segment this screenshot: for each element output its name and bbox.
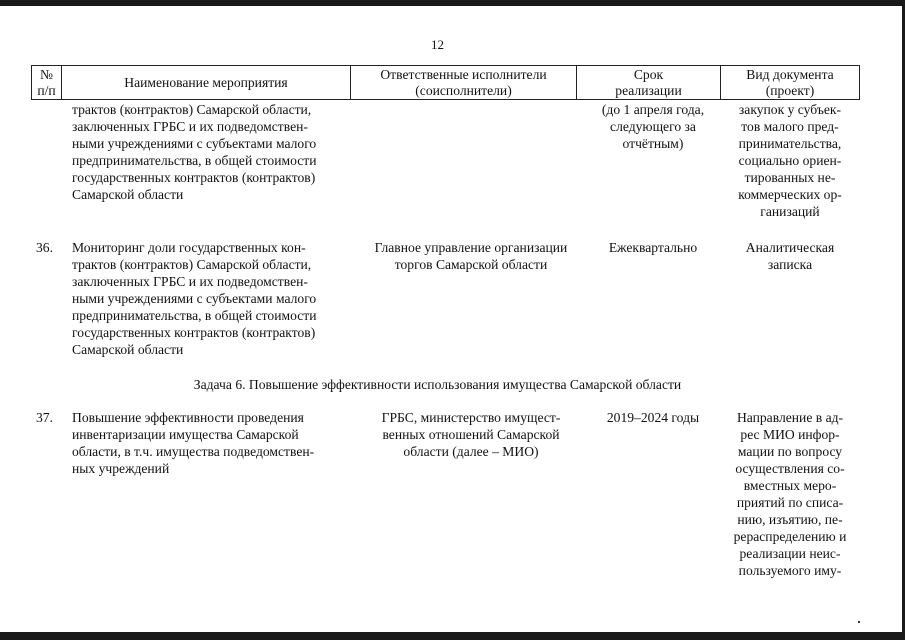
row-36-term: Ежеквартально — [608, 240, 698, 255]
text-line: Повышение эффективности проведения — [72, 410, 304, 425]
text-line: предпринимательства, в общей стоимости — [72, 308, 317, 323]
header-exec-line: (соисполнители) — [415, 82, 512, 98]
row-36-executors — [356, 239, 586, 273]
text-line: (до 1 апреля года, — [601, 102, 705, 117]
scan-border-bottom — [0, 632, 905, 640]
header-term-line: реализации — [615, 82, 682, 98]
header-name-text: Наименование мероприятия — [124, 74, 288, 90]
text-line: заключенных ГРБС и их подведомствен- — [72, 274, 308, 289]
cont-name — [72, 101, 350, 203]
scan-border-top — [0, 0, 905, 6]
text-line: осуществления со- — [735, 461, 845, 476]
text-line: государственных контрактов (контрактов) — [72, 170, 316, 185]
page-number: 12 — [431, 37, 444, 52]
text-line: Аналитическая — [745, 240, 835, 255]
text-line: социально ориен- — [738, 153, 842, 168]
text-line: Направление в ад- — [736, 410, 844, 425]
header-doc-line: (проект) — [765, 82, 815, 98]
text-line: закупок у субъек- — [738, 102, 842, 117]
text-line: принимательства, — [738, 136, 842, 151]
text-line: ГРБС, министерство имущест- — [381, 410, 561, 425]
text-line: рераспределению и — [733, 529, 847, 544]
table-header — [31, 65, 860, 100]
row-36-num: 36. — [36, 240, 53, 255]
header-exec-line: Ответственные исполнители — [380, 66, 547, 82]
text-line: ными учреждениями с субъектами малого — [72, 291, 317, 306]
header-num-line: № — [40, 66, 53, 82]
text-line: государственных контрактов (контрактов) — [72, 325, 316, 340]
header-name — [62, 66, 351, 99]
scan-speck — [858, 621, 860, 623]
text-line: следующего за — [610, 119, 696, 134]
text-line: Самарской области — [72, 187, 184, 202]
text-line: Мониторинг доли государственных кон- — [72, 240, 306, 255]
row-36-doc — [720, 239, 860, 273]
header-num — [32, 66, 62, 99]
header-doc-line: Вид документа — [746, 66, 834, 82]
text-line: ных учреждений — [72, 461, 170, 476]
task-6-heading: Задача 6. Повышение эффективности использования имущества Самарской области — [193, 377, 682, 392]
text-line: нию, изъятию, пе- — [737, 512, 843, 527]
header-doc — [721, 66, 860, 99]
header-num-line: п/п — [37, 82, 56, 98]
row-37-term: 2019–2024 годы — [606, 410, 700, 425]
text-line: трактов (контрактов) Самарской области, — [72, 102, 312, 117]
header-executors — [351, 66, 577, 99]
text-line: предпринимательства, в общей стоимости — [72, 153, 317, 168]
text-line: торгов Самарской области — [394, 257, 548, 272]
text-line: мации по вопросу — [737, 444, 843, 459]
text-line: тов малого пред- — [741, 119, 839, 134]
text-line: инвентаризации имущества Самарской — [72, 427, 299, 442]
row-37-executors — [356, 409, 586, 460]
row-37-name — [72, 409, 350, 477]
row-37-doc — [720, 409, 860, 579]
row-36-name — [72, 239, 350, 358]
text-line: области (далее – МИО) — [403, 444, 539, 459]
text-line: рес МИО инфор- — [740, 427, 840, 442]
cont-doc — [720, 101, 860, 220]
text-line: вместных меро- — [743, 478, 837, 493]
header-term-line: Срок — [633, 66, 664, 82]
cont-term — [583, 101, 723, 152]
row-37-num: 37. — [36, 410, 53, 425]
text-line: реализации неис- — [739, 546, 841, 561]
text-line: трактов (контрактов) Самарской области, — [72, 257, 312, 272]
text-line: ганизаций — [760, 204, 820, 219]
text-line: приятий по списа- — [736, 495, 844, 510]
text-line: области, в т.ч. имущества подведомствен- — [72, 444, 315, 459]
text-line: коммерческих ор- — [738, 187, 842, 202]
text-line: пользуемого иму- — [738, 563, 842, 578]
text-line: записка — [767, 257, 813, 272]
text-line: Главное управление организации — [374, 240, 568, 255]
text-line: венных отношений Самарской — [382, 427, 560, 442]
text-line: тированных не- — [744, 170, 836, 185]
header-term — [577, 66, 721, 99]
text-line: отчётным) — [622, 136, 684, 151]
text-line: Самарской области — [72, 342, 184, 357]
text-line: заключенных ГРБС и их подведомствен- — [72, 119, 308, 134]
text-line: ными учреждениями с субъектами малого — [72, 136, 317, 151]
